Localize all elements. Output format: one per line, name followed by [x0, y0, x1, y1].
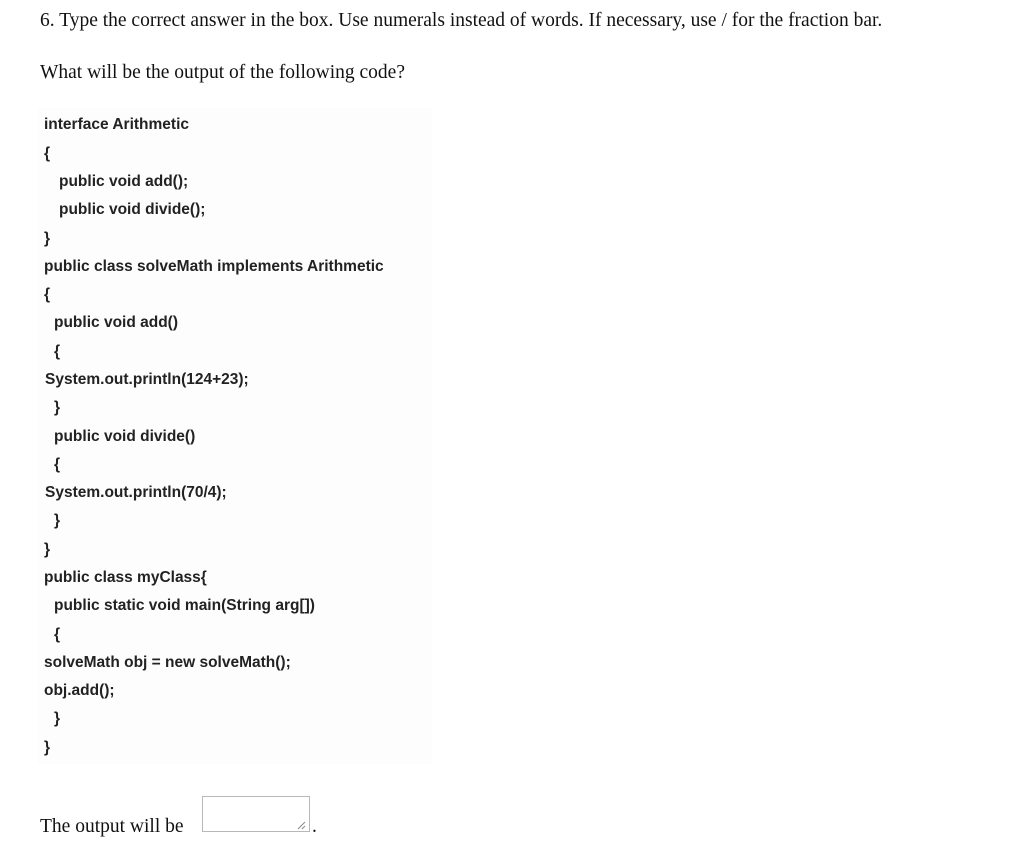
code-line: }: [44, 230, 51, 247]
code-snippet-image: [38, 108, 432, 764]
code-line: System.out.println(124+23);: [45, 371, 249, 388]
code-line: }: [54, 399, 61, 416]
resize-grip-icon[interactable]: [296, 820, 306, 830]
code-line: public class myClass{: [44, 569, 207, 586]
code-line: public static void main(String arg[]): [54, 597, 315, 614]
code-line: public class solveMath implements Arithmetic: [44, 258, 384, 275]
code-line: {: [44, 286, 51, 303]
question-prompt: What will be the output of the following code?: [40, 62, 405, 83]
code-line: public void divide(): [54, 428, 196, 445]
code-line: {: [44, 145, 51, 162]
code-line: public void divide();: [59, 201, 206, 218]
code-line: }: [54, 512, 61, 529]
code-line: interface Arithmetic: [44, 116, 189, 133]
code-line: }: [44, 541, 51, 558]
answer-input[interactable]: [202, 796, 310, 832]
code-line: System.out.println(70/4);: [45, 484, 227, 501]
code-line: }: [44, 739, 51, 756]
answer-trailing-period: .: [312, 816, 317, 837]
code-line: {: [54, 456, 61, 473]
code-line: public void add(): [54, 314, 178, 331]
answer-label: The output will be: [40, 816, 184, 837]
code-line: }: [54, 710, 61, 727]
code-line: public void add();: [59, 173, 189, 190]
code-line: {: [54, 343, 61, 360]
code-line: obj.add();: [44, 682, 115, 699]
code-line: solveMath obj = new solveMath();: [44, 654, 291, 671]
question-instruction: 6. Type the correct answer in the box. Use numerals instead of words. If necessary, use / for the fraction bar.: [40, 10, 883, 31]
code-line: {: [54, 626, 61, 643]
